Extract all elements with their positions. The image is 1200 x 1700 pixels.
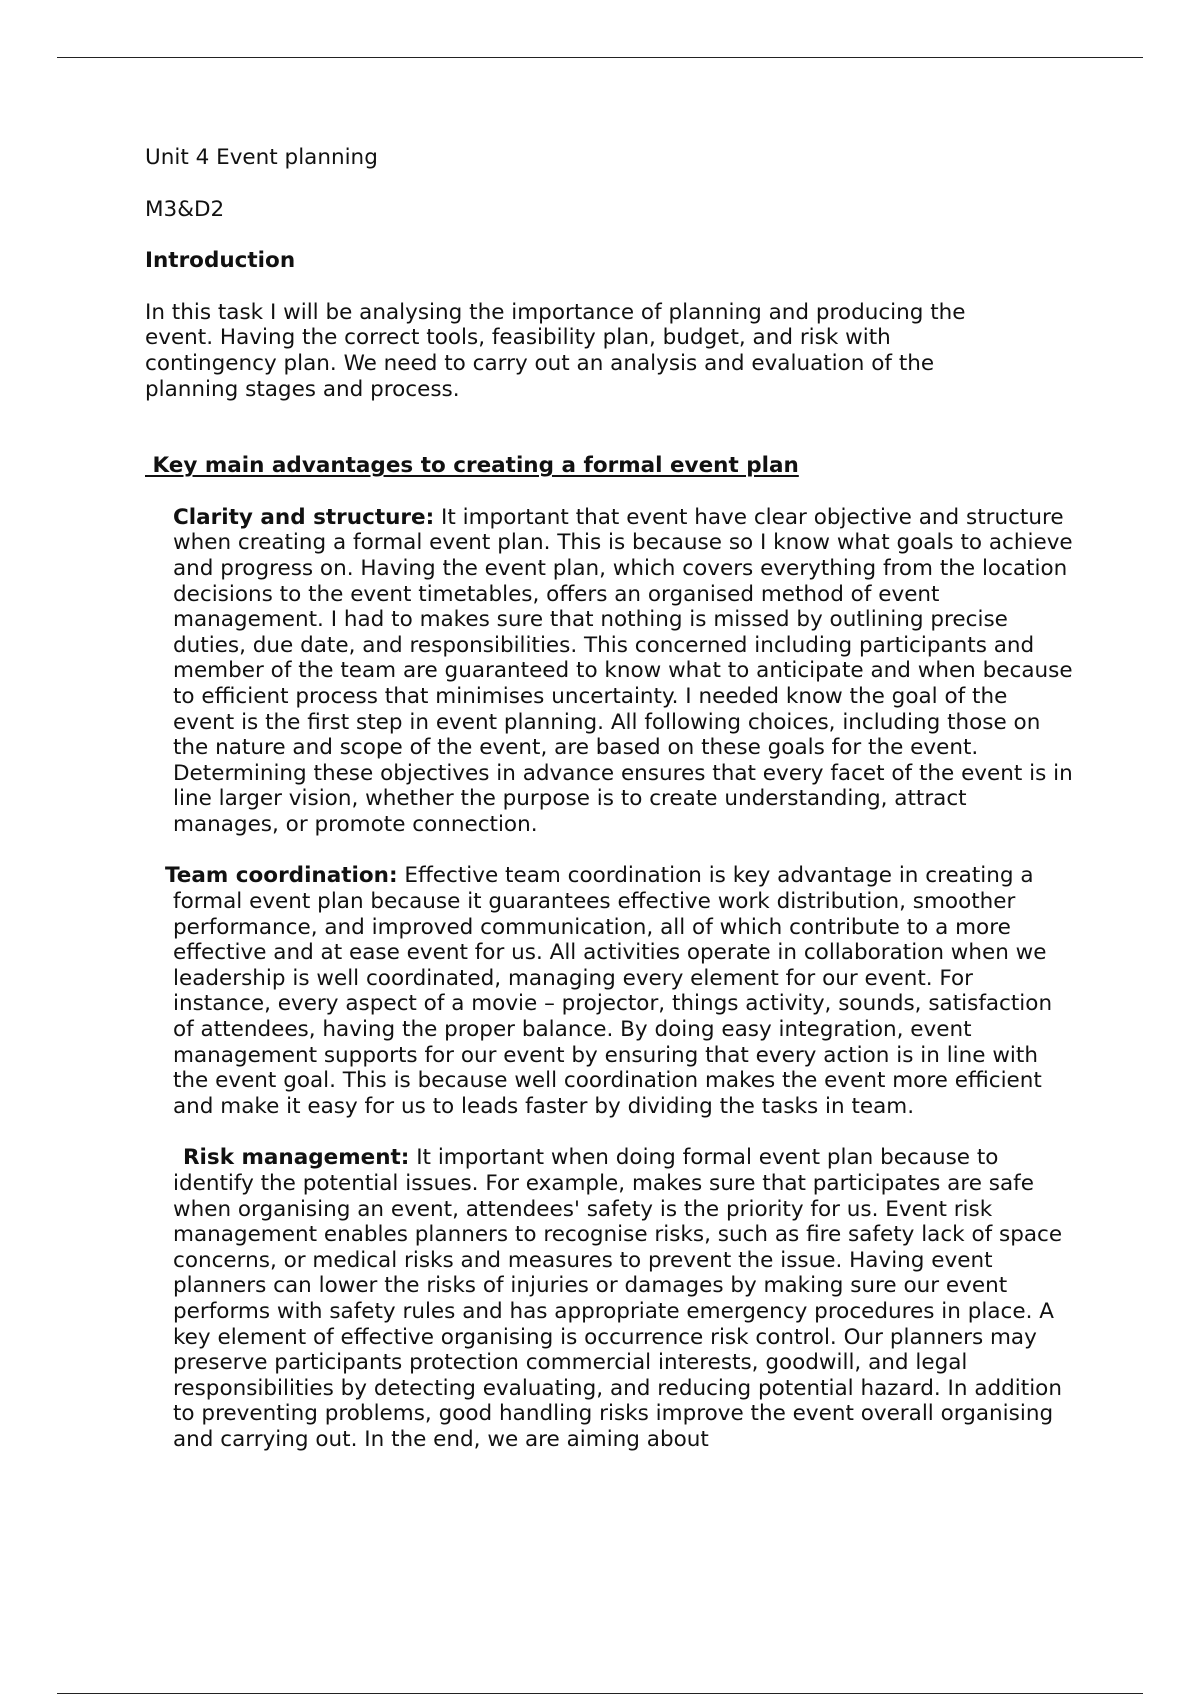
point-lead: Risk management:	[183, 1145, 410, 1171]
point-text: It important that event have clear objective and structure when creating a formal event plan. This is because so I know what goals to achieve and progress on. Having the event plan, which covers everything from the location decisions to the event timetables, offers an organised method of event management. I had to makes sure that nothing is missed by outlining precise duties, due date, and responsibilities. This concerned including participants and member of the team are guaranteed to know what to anticipate and when because to efficient process that minimises uncertainty. I needed know the goal of the event is the first step in event planning. All following choices, including those on the nature and scope of the event, are based on these goals for the event. Determining these objectives in advance ensures that every facet of the event is in line larger vision, whether the purpose is to create understanding, attract manages, or promote connection.	[173, 504, 1073, 837]
footer-rule	[57, 1693, 1143, 1694]
document-body	[145, 145, 1073, 1479]
point-text: Effective team coordination is key advantage in creating a formal event plan because it guarantees effective work distribution, smoother performance, and improved communication, all of which contribute to a more effective and at ease event for us. All activities operate in collaboration when we leadership is well coordinated, managing every element for our event. For instance, every aspect of a movie – projector, things activity, sounds, satisfaction of attendees, having the proper balance. By doing easy integration, event management supports for our event by ensuring that every action is in line with the event goal. This is because well coordination makes the event more efficient and make it easy for us to leads faster by dividing the tasks in team.	[173, 863, 1053, 1119]
section-heading: Key main advantages to creating a formal event plan	[145, 453, 799, 479]
point-lead: Team coordination:	[165, 863, 398, 889]
document-code: M3&D2	[145, 196, 225, 222]
point-team-coordination	[165, 863, 1073, 1119]
introduction-heading: Introduction	[145, 248, 296, 274]
introduction-paragraph: In this task I will be analysing the importance of planning and producing the event. Having the correct tools, feasibility plan, budget, and risk with contingency plan. We need to carry out an analysis and evaluation of the planning stages and process.	[145, 299, 966, 402]
point-clarity-and-structure	[173, 505, 1073, 838]
point-lead: Clarity and structure:	[173, 504, 435, 530]
point-text: It important when doing formal event plan because to identify the potential issues. For example, makes sure that participates are safe when organising an event, attendees' safety is the priority for us. Event risk management enables planners to recognise risks, such as fire safety lack of space concerns, or medical risks and measures to prevent the issue. Having event planners can lower the risks of injuries or damages by making sure our event performs with safety rules and has appropriate emergency procedures in place. A key element of effective organising is occurrence risk control. Our planners may preserve participants protection commercial interests, goodwill, and legal responsibilities by detecting evaluating, and reducing potential hazard. In addition to preventing problems, good handling risks improve the event overall organising and carrying out. In the end, we are aiming about	[173, 1145, 1063, 1452]
point-risk-management	[173, 1145, 1073, 1452]
document-title: Unit 4 Event planning	[145, 145, 378, 170]
header-rule	[57, 57, 1143, 58]
